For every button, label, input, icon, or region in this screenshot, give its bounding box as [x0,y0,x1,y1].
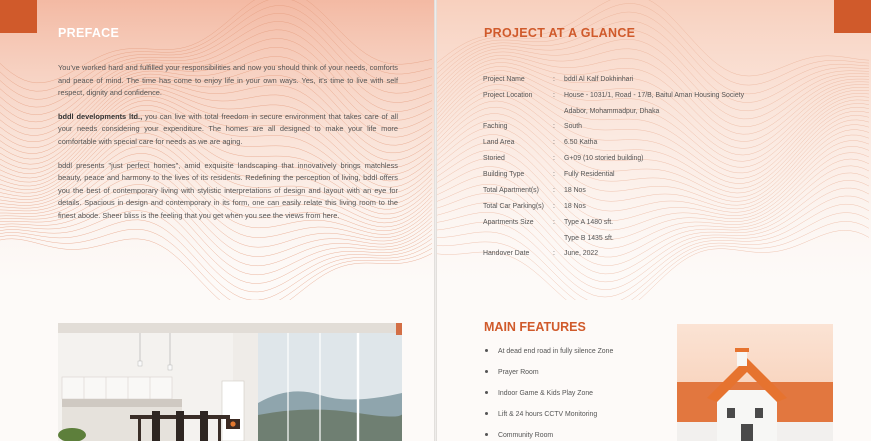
detail-value: 6.50 Katha [564,139,598,146]
detail-separator: : [553,203,555,210]
feature-text: At dead end road in fully silence Zone [498,348,614,355]
preface-paragraph-1: You've worked hard and fulfilled your responsibilities and now you should think of your needs, comforts and peace of mind. The time has come to enjoy life in your own ways. Yes, it's time to live with self respect, dignity and confidence. [58,63,398,98]
left-page [0,0,434,441]
feature-item [483,411,613,432]
company-name: bddl developments ltd., [58,111,143,121]
corner-tab-right [834,0,871,33]
detail-separator: : [553,139,555,146]
house-model-photo [677,324,833,441]
detail-value: House - 1031/1, Road - 17/B, Baitul Aman Housing Society Adabor, Mohammadpur, Dhaka [564,92,745,115]
detail-separator: : [553,92,555,99]
detail-label: Total Car Parking(s) [483,203,544,210]
bullet-icon [485,349,488,352]
preface-text [58,62,398,234]
detail-label: Handover Date [483,250,530,257]
bullet-icon [485,370,488,373]
detail-label: Storied [483,155,505,162]
detail-value: June, 2022 [564,250,599,257]
detail-separator: : [553,187,555,194]
detail-separator: : [553,123,555,130]
features-heading: MAIN FEATURES [484,320,586,334]
detail-label: Project Location [483,92,533,99]
detail-value: South [564,123,583,130]
detail-label: Building Type [483,171,525,178]
detail-label: Faching [483,123,508,130]
detail-value: G+09 (10 storied building) [564,155,644,162]
interior-photo [58,323,402,441]
detail-separator: : [553,250,555,257]
detail-separator: : [553,219,555,226]
feature-item [483,348,613,369]
feature-text: Community Room [498,432,554,439]
detail-label: Total Apartment(s) [483,187,539,194]
preface-heading: PREFACE [58,26,120,40]
detail-value: Type A 1480 sft. Type B 1435 sft. [564,219,614,242]
feature-item [483,369,613,390]
detail-separator: : [553,76,555,83]
detail-value: 18 Nos [564,187,586,194]
glance-heading: PROJECT AT A GLANCE [484,26,636,40]
detail-label: Project Name [483,76,525,83]
bullet-icon [485,391,488,394]
preface-paragraph-3: bddl presents "just perfect homes", amid exquisite landscaping that innovatively brings matchless beauty, peace and harmony to the lives of its residents. Redefining the perception of living, bddl offers you the best of contemporary living with stylistic interpretations of design and layout with an eye for details. Spacious in design and contemporary in its form, one can easily relate this living room to the finest abode. Sheer bliss is the feeling that you get when you see the views from here. [58,160,398,220]
detail-value: 18 Nos [564,203,586,210]
features-list [483,348,613,441]
detail-value: bddl Al Kalf Dokhinhari [564,76,634,83]
feature-item [483,390,613,411]
right-page [437,0,871,441]
bullet-icon [485,412,488,415]
bullet-icon [485,433,488,436]
detail-label: Apartments Size [483,219,534,226]
feature-text: Indoor Game & Kids Play Zone [498,390,593,397]
detail-label: Land Area [483,139,515,146]
corner-tab-left [0,0,37,33]
detail-separator: : [553,155,555,162]
detail-separator: : [553,171,555,178]
feature-text: Prayer Room [498,369,539,376]
feature-item [483,432,613,441]
preface-paragraph-2: bddl developments ltd., you can live with total freedom in secure environment that takes care of all your needs considering your expenditure. The homes are all designed to make your life more comfortable with special care for needs as we are aging. [58,111,398,146]
feature-text: Lift & 24 hours CCTV Monitoring [498,411,598,418]
detail-value: Fully Residential [564,171,615,178]
